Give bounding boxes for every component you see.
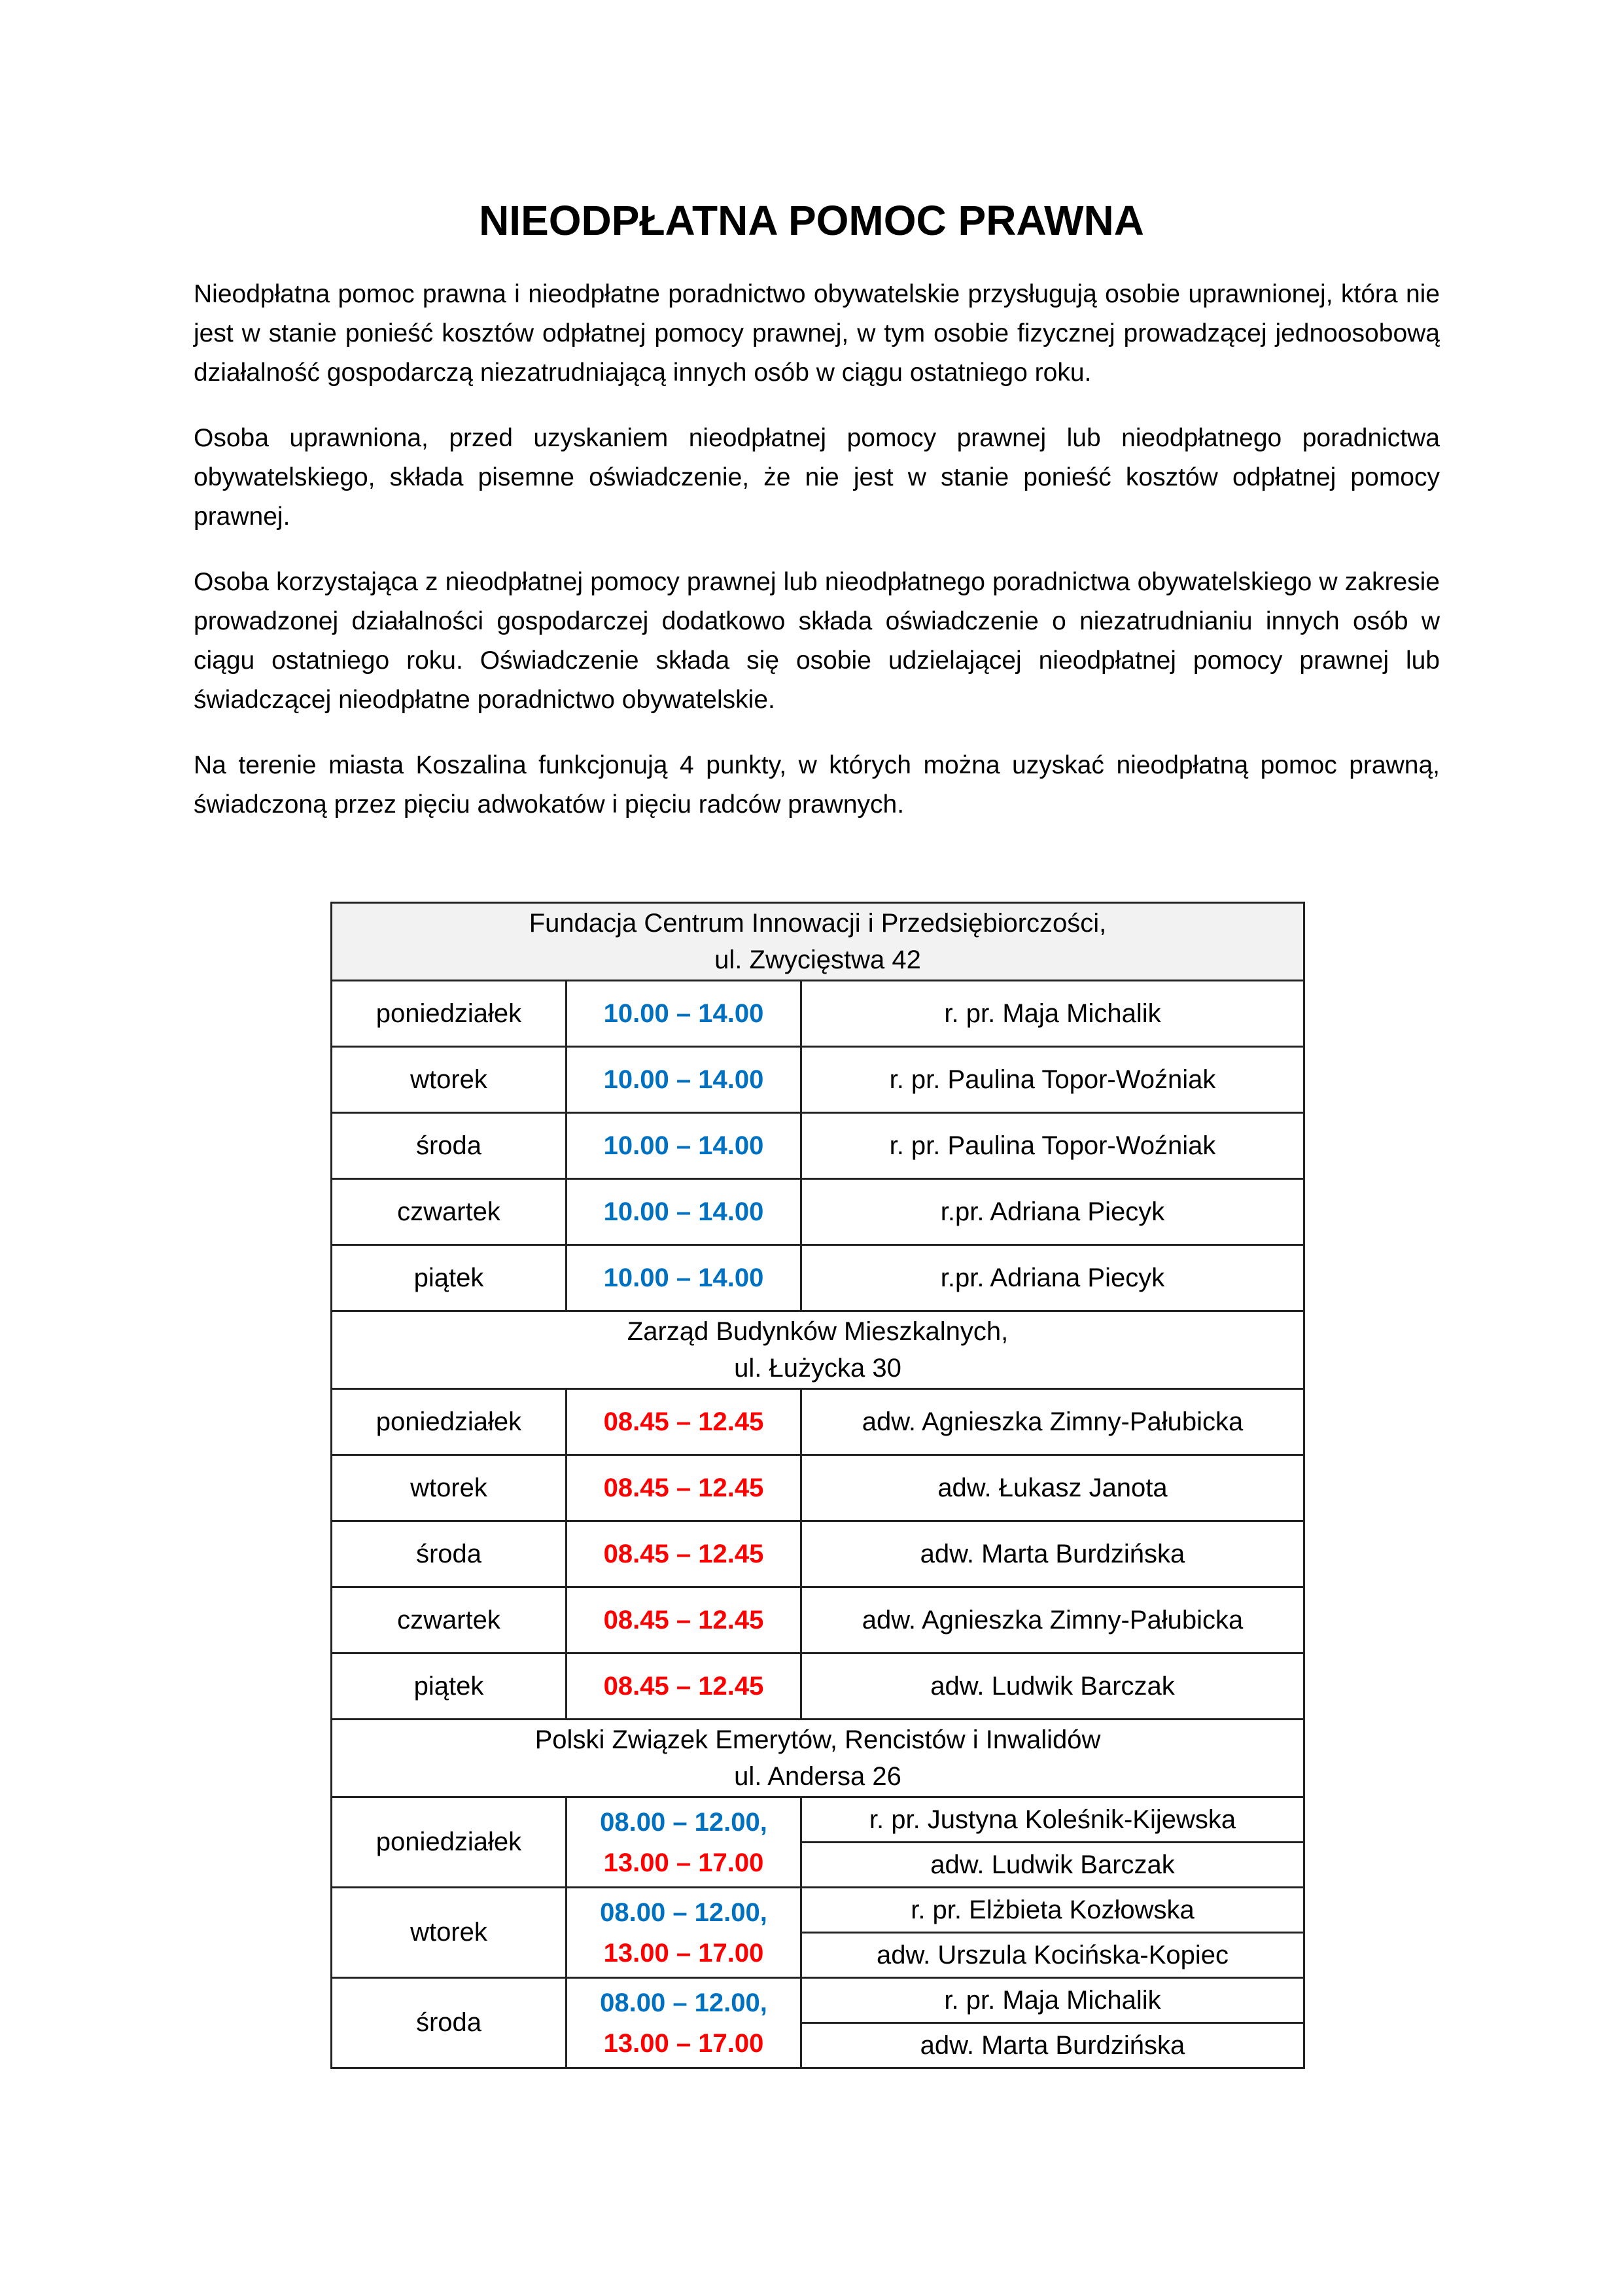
day-cell: środa [332,1521,567,1587]
person-cell: adw. Ludwik Barczak [801,1653,1304,1720]
day-cell: poniedziałek [332,981,567,1047]
person-cell: r. pr. Justyna Koleśnik-Kijewska [801,1797,1304,1843]
table-row [332,1888,1304,1933]
table-row [332,981,1304,1047]
time-am: 08.00 – 12.00, [600,1898,767,1927]
location-address: ul. Łużycka 30 [734,1354,901,1383]
person-cell: r. pr. Maja Michalik [801,981,1304,1047]
paragraph: Nieodpłatna pomoc prawna i nieodpłatne poradnictwo obywatelskie przysługują osobie uprawnionej, która nie jest w stanie ponieść kosztów odpłatnej pomocy prawnej, w tym osobie fizycznej prowadzącej jednoosobową działalność gospodarczą niezatrudniającą innych osób w ciągu ostatniego roku. [194,280,1440,387]
person-cell: adw. Łukasz Janota [801,1455,1304,1521]
time-pm: 13.00 – 17.00 [603,2028,764,2058]
person-cell: r. pr. Paulina Topor-Woźniak [801,1047,1304,1113]
time-cell: 08.45 – 12.45 [567,1455,801,1521]
location-header-row [332,903,1304,981]
table-row [332,1245,1304,1311]
table-row [332,1521,1304,1587]
location-header [332,1720,1304,1797]
time-cell: 10.00 – 14.00 [567,1047,801,1113]
time-am: 08.00 – 12.00, [600,1988,767,2017]
paragraph: Osoba uprawniona, przed uzyskaniem nieodpłatnej pomocy prawnej lub nieodpłatnego poradnictwa obywatelskiego, składa pisemne oświadczenie, że nie jest w stanie ponieść kosztów odpłatnej pomocy prawnej. [194,424,1440,531]
table-row [332,1389,1304,1455]
time-am: 08.00 – 12.00, [600,1807,767,1837]
time-cell: 08.45 – 12.45 [567,1521,801,1587]
location-header [332,1311,1304,1389]
table-row [332,1653,1304,1720]
day-cell: środa [332,1978,567,2068]
location-address: ul. Andersa 26 [734,1762,901,1791]
time-cell: 10.00 – 14.00 [567,1245,801,1311]
person-cell: adw. Urszula Kocińska-Kopiec [801,1933,1304,1978]
location-name: Fundacja Centrum Innowacji i Przedsiębiorczości, [529,909,1107,938]
table-row [332,1047,1304,1113]
table-row [332,1179,1304,1245]
location-address: ul. Zwycięstwa 42 [714,945,921,974]
day-cell: czwartek [332,1587,567,1653]
day-cell: piątek [332,1653,567,1720]
time-cell: 08.45 – 12.45 [567,1653,801,1720]
time-cell: 10.00 – 14.00 [567,981,801,1047]
location-header-row [332,1311,1304,1389]
location-name: Polski Związek Emerytów, Rencistów i Inwalidów [534,1725,1101,1754]
person-cell: adw. Marta Burdzińska [801,2023,1304,2068]
time-pm: 13.00 – 17.00 [603,1848,764,1877]
time-cell: 10.00 – 14.00 [567,1113,801,1179]
paragraph: Osoba korzystająca z nieodpłatnej pomocy prawnej lub nieodpłatnego poradnictwa obywatelskiego w zakresie prowadzonej działalności gospodarczej dodatkowo składa oświadczenie o niezatrudnianiu innych osób w ciągu ostatniego roku. Oświadczenie składa się osobie udzielającej nieodpłatnej pomocy prawnej lub świadczącej nieodpłatne poradnictwo obywatelskie. [194,568,1440,714]
day-cell: poniedziałek [332,1797,567,1888]
day-cell: czwartek [332,1179,567,1245]
person-cell: r.pr. Adriana Piecyk [801,1179,1304,1245]
schedule-table [330,902,1305,2069]
person-cell: r. pr. Maja Michalik [801,1978,1304,2023]
day-cell: poniedziałek [332,1389,567,1455]
person-cell: r. pr. Paulina Topor-Woźniak [801,1113,1304,1179]
time-cell: 10.00 – 14.00 [567,1179,801,1245]
paragraph: Na terenie miasta Koszalina funkcjonują 4 punkty, w których można uzyskać nieodpłatną pomoc prawną, świadczoną przez pięciu adwokatów i pięciu radców prawnych. [194,751,1440,819]
time-cell [567,1978,801,2068]
day-cell: wtorek [332,1047,567,1113]
person-cell: adw. Agnieszka Zimny-Pałubicka [801,1389,1304,1455]
time-cell: 08.45 – 12.45 [567,1389,801,1455]
person-cell: adw. Agnieszka Zimny-Pałubicka [801,1587,1304,1653]
table-row [332,1587,1304,1653]
time-cell [567,1888,801,1978]
location-header [332,903,1304,981]
time-cell [567,1797,801,1888]
location-name: Zarząd Budynków Mieszkalnych, [627,1317,1009,1346]
table-row [332,1978,1304,2023]
day-cell: wtorek [332,1888,567,1978]
table-row [332,1797,1304,1843]
person-cell: adw. Marta Burdzińska [801,1521,1304,1587]
table-row [332,1113,1304,1179]
day-cell: wtorek [332,1455,567,1521]
page-title: NIEODPŁATNA POMOC PRAWNA [479,197,1144,244]
intro-text [194,275,1440,851]
day-cell: piątek [332,1245,567,1311]
table-row [332,1455,1304,1521]
time-pm: 13.00 – 17.00 [603,1938,764,1968]
person-cell: r. pr. Elżbieta Kozłowska [801,1888,1304,1933]
person-cell: r.pr. Adriana Piecyk [801,1245,1304,1311]
person-cell: adw. Ludwik Barczak [801,1843,1304,1888]
location-header-row [332,1720,1304,1797]
time-cell: 08.45 – 12.45 [567,1587,801,1653]
day-cell: środa [332,1113,567,1179]
